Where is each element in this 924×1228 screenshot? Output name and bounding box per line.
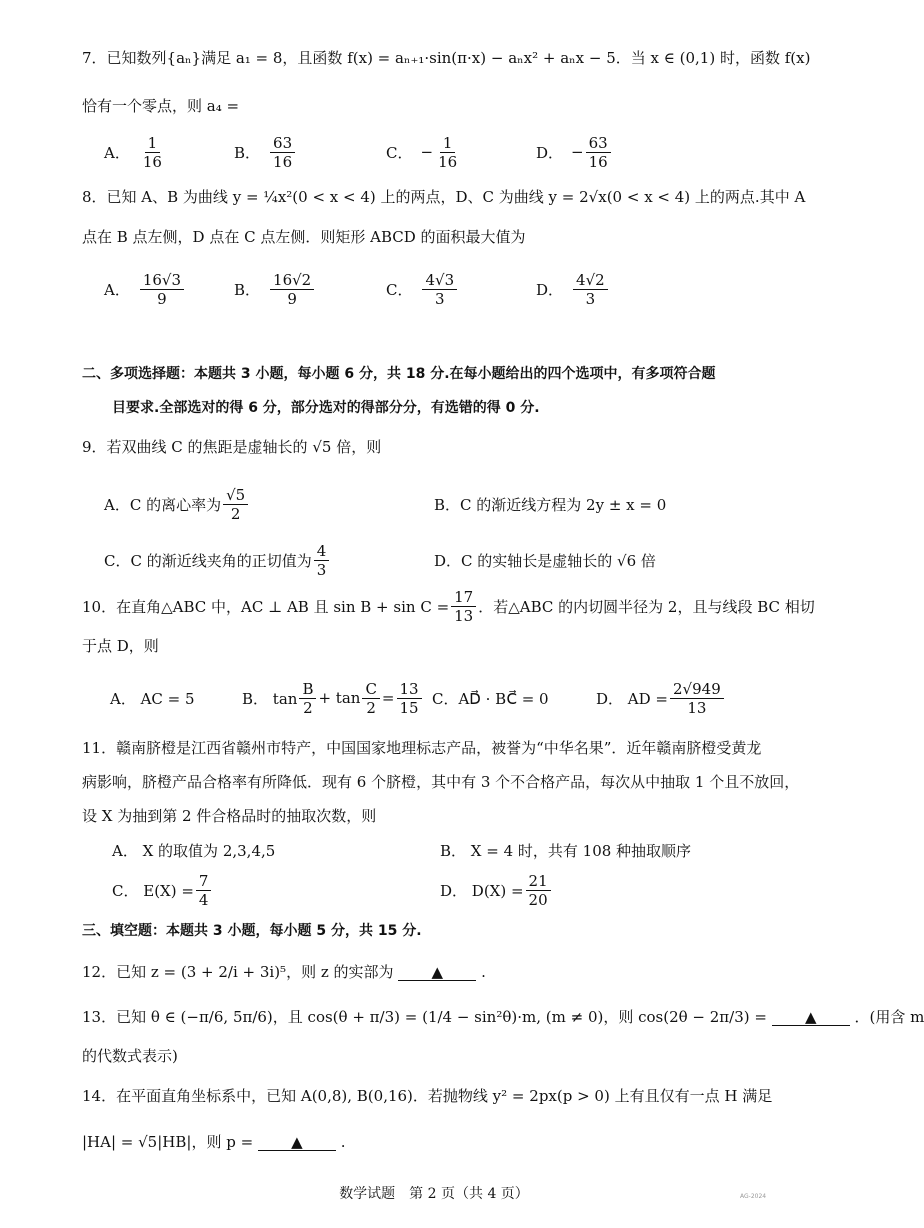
q9-option-d[interactable]: D．C 的实轴长是虚轴长的 √6 倍 xyxy=(434,551,656,570)
q9-options-row2 xyxy=(104,538,804,582)
fraction: $\frac{21}{20}$ xyxy=(526,872,551,909)
fraction: $\frac{4√3}{3}$ xyxy=(422,271,457,308)
q14-stem-line1: 14．在平面直角坐标系中，已知 A(0,8), B(0,16)．若抛物线 y² = 2px(p > 0) 上有且仅有一点 H 满足 xyxy=(82,1087,773,1105)
q13-stem: 13．已知 θ ∈ (−π/6, 5π/6)，且 cos(θ + π/3) = (1/4 − sin²θ)·m, (m ≠ 0)，则 cos(2θ − 2π/3) = ▲ ．(用含 m xyxy=(82,1008,924,1026)
fraction: $\frac{17}{13}$ xyxy=(451,588,476,625)
q7-stem-line1: 7．已知数列{aₙ}满足 a₁ = 8，且函数 f(x) = aₙ₊₁·sin(π·x) − aₙx² + aₙx − 5．当 x ∈ (0,1) 时，函数 f(x) xyxy=(82,49,811,67)
q7-option-a[interactable]: A． $\frac{1}{16}$ xyxy=(104,134,167,171)
q11-option-b[interactable]: B． X = 4 时，共有 108 种抽取顺序 xyxy=(440,842,692,860)
fraction: $\frac{1}{16}$ xyxy=(438,133,458,171)
fraction: $\frac{1}{16}$ xyxy=(142,133,162,171)
q13-answer-blank[interactable]: ▲ xyxy=(772,1009,850,1026)
fraction: $\frac{2√949}{13}$ xyxy=(670,680,724,717)
fraction: $\frac{4√2}{3}$ xyxy=(573,271,608,308)
q8-option-b[interactable]: B． $\frac{16√2}{9}$ xyxy=(234,271,316,308)
q9-option-a[interactable]: A．C 的离心率为 $\frac{√5}{2}$ xyxy=(104,486,250,523)
q11-stem-line3: 设 X 为抽到第 2 件合格品时的抽取次数，则 xyxy=(82,807,377,825)
fraction: $\frac{16√2}{9}$ xyxy=(270,271,314,308)
q12-answer-blank[interactable]: ▲ xyxy=(398,964,476,981)
q10-option-c[interactable]: C．AD⃗ · BC⃗ = 0 xyxy=(432,689,549,708)
q14-stem-line2: |HA| = √5|HB|，则 p = ▲ . xyxy=(82,1133,346,1151)
section3-heading: 三、填空题：本题共 3 小题，每小题 5 分，共 15 分. xyxy=(82,923,422,939)
q7-options xyxy=(104,130,804,174)
q7-stem-line2: 恰有一个零点，则 a₄ = xyxy=(82,97,240,115)
q9-option-b[interactable]: B．C 的渐近线方程为 2y ± x = 0 xyxy=(434,495,667,514)
q8-options xyxy=(104,266,804,312)
fraction: $\frac{63}{16}$ xyxy=(270,134,295,171)
q11-stem-line1: 11．赣南脐橙是江西省赣州市特产，中国国家地理标志产品，被誉为“中华名果”．近年赣南脐橙受黄龙 xyxy=(82,739,762,757)
section2-heading-line2: 目要求.全部选对的得 6 分，部分选对的得部分分，有选错的得 0 分. xyxy=(112,400,540,416)
q14-answer-blank[interactable]: ▲ xyxy=(258,1134,336,1151)
q12-stem: 12．已知 z = (3 + 2/i + 3i)⁵，则 z 的实部为 ▲ . xyxy=(82,963,486,981)
q10-options xyxy=(110,675,810,721)
q10-stem-line1: 10．在直角△ABC 中，AC ⊥ AB 且 sin B + sin C = $\frac{17}{13}$ ．若△ABC 的内切圆半径为 2，且与线段 BC 相切 xyxy=(82,587,815,625)
q7-option-b[interactable]: B． $\frac{63}{16}$ xyxy=(234,134,297,171)
q8-option-a[interactable]: A． $\frac{16√3}{9}$ xyxy=(104,271,186,308)
q9-stem: 9．若双曲线 C 的焦距是虚轴长的 √5 倍，则 xyxy=(82,438,382,456)
q13-stem-line2: 的代数式表示) xyxy=(82,1047,178,1065)
corner-mark: AG-2024 xyxy=(740,1193,767,1200)
q11-options-row2 xyxy=(112,868,712,912)
fraction: $\frac{4}{3}$ xyxy=(314,542,330,579)
section2-heading: 二、多项选择题：本题共 3 小题，每小题 6 分，共 18 分.在每小题给出的四个选项中，有多项符合题 xyxy=(82,366,716,382)
q10-option-a[interactable]: A． AC = 5 xyxy=(110,689,195,708)
fraction: $\frac{7}{4}$ xyxy=(196,872,212,909)
q9-options-row1 xyxy=(104,482,804,526)
q11-option-c[interactable]: C． E(X) = $\frac{7}{4}$ xyxy=(112,872,213,909)
q10-stem-line2: 于点 D，则 xyxy=(82,637,159,655)
q10-option-b[interactable]: B． tan $\frac{B}{2}$ + tan $\frac{C}{2}$ = $\frac{13}{15}$ xyxy=(242,680,424,717)
fraction: $\frac{√5}{2}$ xyxy=(223,486,248,523)
fraction: $\frac{B}{2}$ xyxy=(299,680,316,717)
fraction: $\frac{C}{2}$ xyxy=(362,680,379,717)
q8-stem-line2: 点在 B 点左侧，D 点在 C 点左侧．则矩形 ABCD 的面积最大值为 xyxy=(82,228,526,246)
q11-stem-line2: 病影响，脐橙产品合格率有所降低．现有 6 个脐橙，其中有 3 个不合格产品，每次从中抽取 1 个且不放回， xyxy=(82,773,800,791)
q11-option-d[interactable]: D． D(X) = $\frac{21}{20}$ xyxy=(440,872,553,909)
q11-option-a[interactable]: A． X 的取值为 2,3,4,5 xyxy=(112,842,276,860)
q8-stem-line1: 8．已知 A、B 为曲线 y = ¼x²(0 < x < 4) 上的两点，D、C 为曲线 y = 2√x(0 < x < 4) 上的两点.其中 A xyxy=(82,188,806,206)
fraction: $\frac{13}{15}$ xyxy=(397,680,422,717)
q10-option-d[interactable]: D． AD = $\frac{2√949}{13}$ xyxy=(596,680,726,717)
q9-option-c[interactable]: C．C 的渐近线夹角的正切值为 $\frac{4}{3}$ xyxy=(104,542,331,579)
q7-option-c[interactable]: C． − $\frac{1}{16}$ xyxy=(386,134,462,171)
fraction: $\frac{63}{16}$ xyxy=(586,134,611,171)
page-footer: 数学试题 第 2 页（共 4 页） xyxy=(339,1186,529,1202)
fraction: $\frac{16√3}{9}$ xyxy=(140,271,184,308)
q8-option-d[interactable]: D． $\frac{4√2}{3}$ xyxy=(536,271,610,308)
q7-option-d[interactable]: D． − $\frac{63}{16}$ xyxy=(536,134,613,171)
q8-option-c[interactable]: C． $\frac{4√3}{3}$ xyxy=(386,271,459,308)
